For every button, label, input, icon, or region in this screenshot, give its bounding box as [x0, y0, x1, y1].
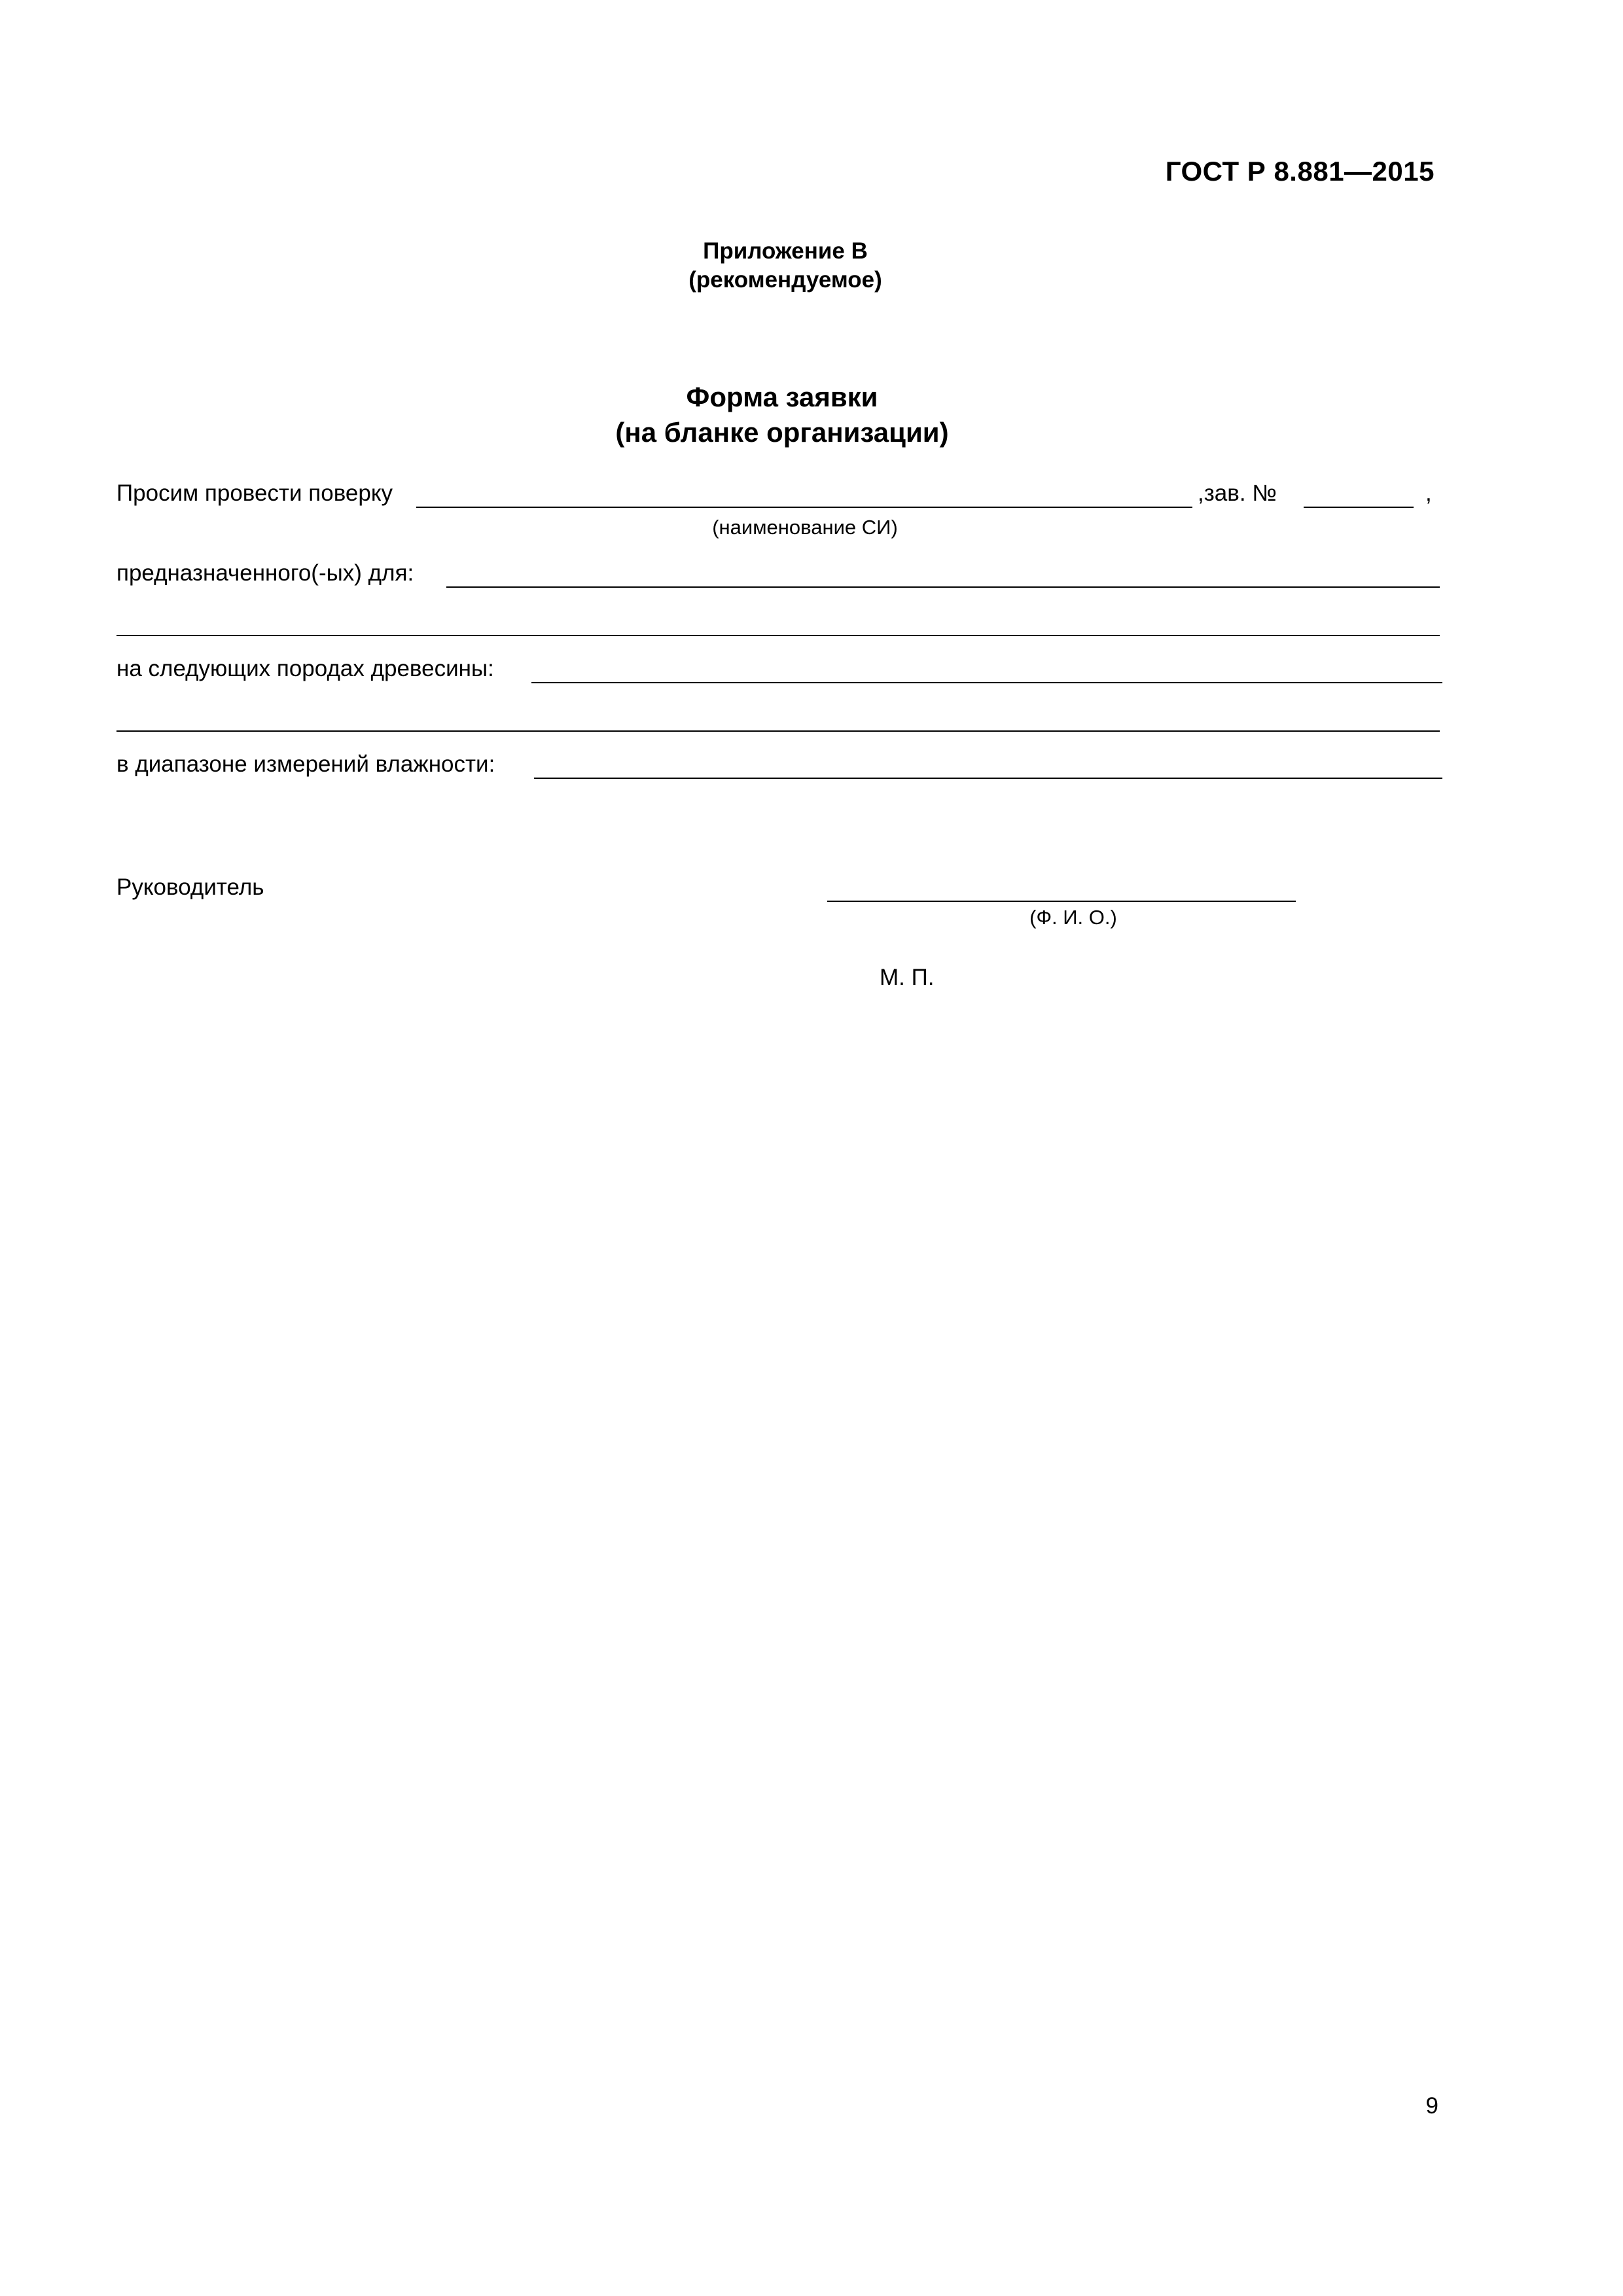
- seal-label: М. П.: [880, 965, 935, 990]
- wood-species-label: на следующих породах древесины:: [116, 656, 494, 681]
- wood-species-field[interactable]: [531, 682, 1442, 683]
- instrument-name-caption: (наименование СИ): [712, 516, 898, 539]
- page-number: 9: [1425, 2093, 1438, 2119]
- serial-number-field[interactable]: [1304, 507, 1414, 508]
- head-label: Руководитель: [116, 874, 264, 900]
- form-heading: Форма заявки: [686, 382, 878, 412]
- standard-code: ГОСТ Р 8.881—2015: [1165, 156, 1435, 187]
- annex-type: (рекомендуемое): [688, 267, 882, 293]
- purpose-field-continuation[interactable]: [116, 635, 1440, 636]
- trailing-comma: ,: [1425, 480, 1432, 506]
- signature-name-field[interactable]: [827, 901, 1296, 902]
- form-subheading: (на бланке организации): [615, 417, 949, 448]
- purpose-field[interactable]: [446, 586, 1440, 588]
- name-caption: (Ф. И. О.): [1029, 906, 1117, 929]
- moisture-range-field[interactable]: [534, 778, 1442, 779]
- wood-species-field-continuation[interactable]: [116, 730, 1440, 732]
- moisture-range-label: в диапазоне измерений влажности:: [116, 751, 495, 777]
- instrument-name-field[interactable]: [416, 507, 1192, 508]
- purpose-label: предназначенного(-ых) для:: [116, 560, 414, 586]
- annex-title: Приложение В: [703, 238, 868, 264]
- request-label: Просим провести поверку: [116, 480, 393, 506]
- serial-number-label: ,зав. №: [1198, 480, 1277, 506]
